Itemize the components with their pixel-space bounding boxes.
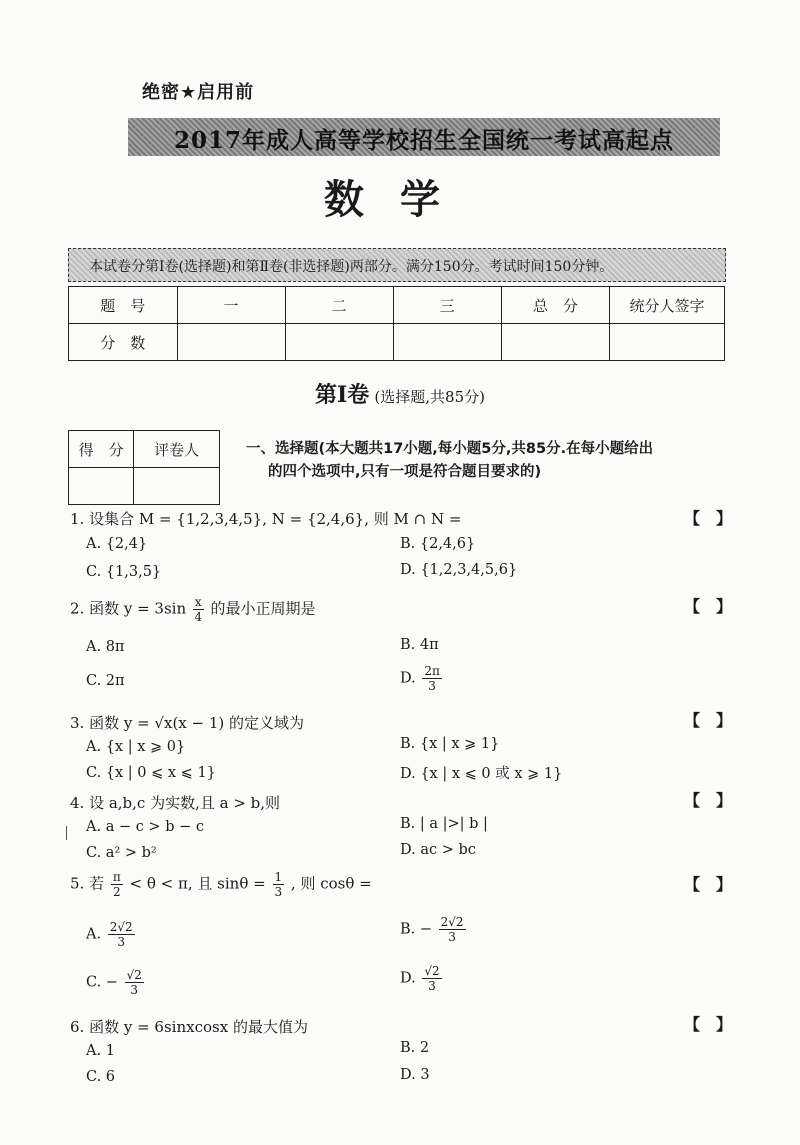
part-title: 第Ⅰ卷 bbox=[315, 382, 370, 408]
option-a: A. 8π bbox=[86, 639, 125, 655]
option-d: D. {x | x ⩽ 0 或 x ⩾ 1} bbox=[400, 766, 563, 782]
option-a: A. {2,4} bbox=[86, 536, 148, 552]
option-a: A. {x | x ⩾ 0} bbox=[86, 739, 186, 755]
fraction: $\frac{x}{4}$ bbox=[194, 595, 203, 624]
section-instructions bbox=[246, 438, 746, 484]
score-table-header-row bbox=[69, 287, 725, 324]
option-b: B. 2 bbox=[400, 1040, 430, 1056]
confidential-label: 绝密★启用前 bbox=[142, 82, 255, 103]
section-instructions-line: 一、选择题(本大题共17小题,每小题5分,共85分.在每小题给出 bbox=[246, 441, 654, 457]
score-cell: 总 分 bbox=[501, 287, 610, 324]
answer-bracket[interactable]: 【 】 bbox=[684, 791, 733, 810]
question-2-stem: 2. 函数 y = 3sin bbox=[70, 599, 187, 618]
option-b: B. | a |>| b | bbox=[400, 816, 488, 832]
question-1: 1. 设集合 M = {1,2,3,4,5}, N = {2,4,6}, 则 M ∩ N = bbox=[70, 510, 462, 528]
part-heading bbox=[0, 378, 800, 409]
option-c: C. − $\frac{√2}{3}$ bbox=[86, 968, 142, 997]
grader-score-label: 得 分 bbox=[69, 431, 134, 468]
fraction: $\frac{√2}{3}$ bbox=[126, 968, 142, 997]
option-c: C. 2π bbox=[86, 673, 125, 689]
score-cell: 三 bbox=[393, 287, 501, 324]
option-c: C. {1,3,5} bbox=[86, 564, 162, 580]
fraction: $\frac{1}{3}$ bbox=[274, 870, 283, 899]
question-2-stem: 的最小正周期是 bbox=[210, 599, 316, 618]
option-a: A. a − c > b − c bbox=[86, 819, 204, 835]
section-instructions-line: 的四个选项中,只有一项是符合题目要求的) bbox=[268, 464, 542, 480]
option-d: D. $\frac{√2}{3}$ bbox=[400, 964, 440, 993]
option-d: D. $\frac{2\pi}{3}$ bbox=[400, 664, 440, 693]
scan-mark bbox=[66, 826, 67, 840]
answer-bracket[interactable]: 【 】 bbox=[684, 875, 733, 894]
grader-reviewer-label: 评卷人 bbox=[134, 431, 220, 468]
answer-bracket[interactable]: 【 】 bbox=[684, 597, 733, 616]
fraction: $\frac{2\pi}{3}$ bbox=[424, 664, 440, 693]
question-4: 4. 设 a,b,c 为实数,且 a > b,则 bbox=[70, 794, 281, 812]
subject-title: 数学 bbox=[324, 177, 476, 223]
option-c: C. {x | 0 ⩽ x ⩽ 1} bbox=[86, 765, 216, 781]
answer-bracket[interactable]: 【 】 bbox=[684, 1015, 733, 1034]
option-d: D. 3 bbox=[400, 1067, 430, 1083]
score-entry-cell[interactable] bbox=[177, 324, 285, 361]
answer-bracket[interactable]: 【 】 bbox=[684, 509, 733, 528]
option-a: A. 1 bbox=[86, 1043, 115, 1059]
score-row-label: 分 数 bbox=[69, 324, 178, 361]
option-a: A. $\frac{2√2}{3}$ bbox=[86, 920, 133, 949]
score-cell: 二 bbox=[285, 287, 393, 324]
question-6: 6. 函数 y = 6sinxcosx 的最大值为 bbox=[70, 1018, 308, 1036]
part-subtitle: (选择题,共85分) bbox=[374, 388, 485, 406]
grader-table bbox=[68, 430, 220, 505]
grader-score-cell[interactable] bbox=[69, 468, 134, 505]
score-cell: 统分人签字 bbox=[610, 287, 725, 324]
question-5: 5. 若 $\frac{\pi}{2}$ < θ < π, 且 sinθ = $\frac{1}{3}$ , 则 cosθ = bbox=[70, 870, 372, 899]
option-c: C. 6 bbox=[86, 1069, 116, 1085]
option-b: B. {x | x ⩾ 1} bbox=[400, 736, 500, 752]
answer-bracket[interactable]: 【 】 bbox=[684, 711, 733, 730]
fraction: $\frac{\pi}{2}$ bbox=[112, 870, 121, 899]
fraction: $\frac{2√2}{3}$ bbox=[440, 915, 464, 944]
question-3: 3. 函数 y = √x(x − 1) 的定义域为 bbox=[70, 714, 305, 732]
score-entry-cell[interactable] bbox=[501, 324, 610, 361]
option-c: C. a² > b² bbox=[86, 845, 157, 861]
option-d: D. {1,2,3,4,5,6} bbox=[400, 562, 518, 578]
fraction: $\frac{√2}{3}$ bbox=[424, 964, 440, 993]
score-entry-cell[interactable] bbox=[285, 324, 393, 361]
signature-cell[interactable] bbox=[610, 324, 725, 361]
exam-notice-box bbox=[68, 248, 726, 282]
score-table-score-row bbox=[69, 324, 725, 361]
question-2 bbox=[70, 595, 316, 624]
score-cell: 一 bbox=[177, 287, 285, 324]
score-entry-cell[interactable] bbox=[393, 324, 501, 361]
exam-title-banner bbox=[128, 118, 720, 156]
option-b: B. 4π bbox=[400, 637, 439, 653]
option-b: B. − $\frac{2√2}{3}$ bbox=[400, 915, 464, 944]
score-cell: 题 号 bbox=[69, 287, 178, 324]
option-d: D. ac > bc bbox=[400, 842, 476, 858]
exam-notice: 本试卷分第Ⅰ卷(选择题)和第Ⅱ卷(非选择题)两部分。满分150分。考试时间150分钟。 bbox=[89, 259, 614, 275]
option-b: B. {2,4,6} bbox=[400, 536, 476, 552]
exam-title: 2017年成人高等学校招生全国统一考试高起点 bbox=[173, 127, 674, 154]
grader-reviewer-cell[interactable] bbox=[134, 468, 220, 505]
fraction: $\frac{2√2}{3}$ bbox=[109, 920, 133, 949]
score-table bbox=[68, 286, 725, 361]
